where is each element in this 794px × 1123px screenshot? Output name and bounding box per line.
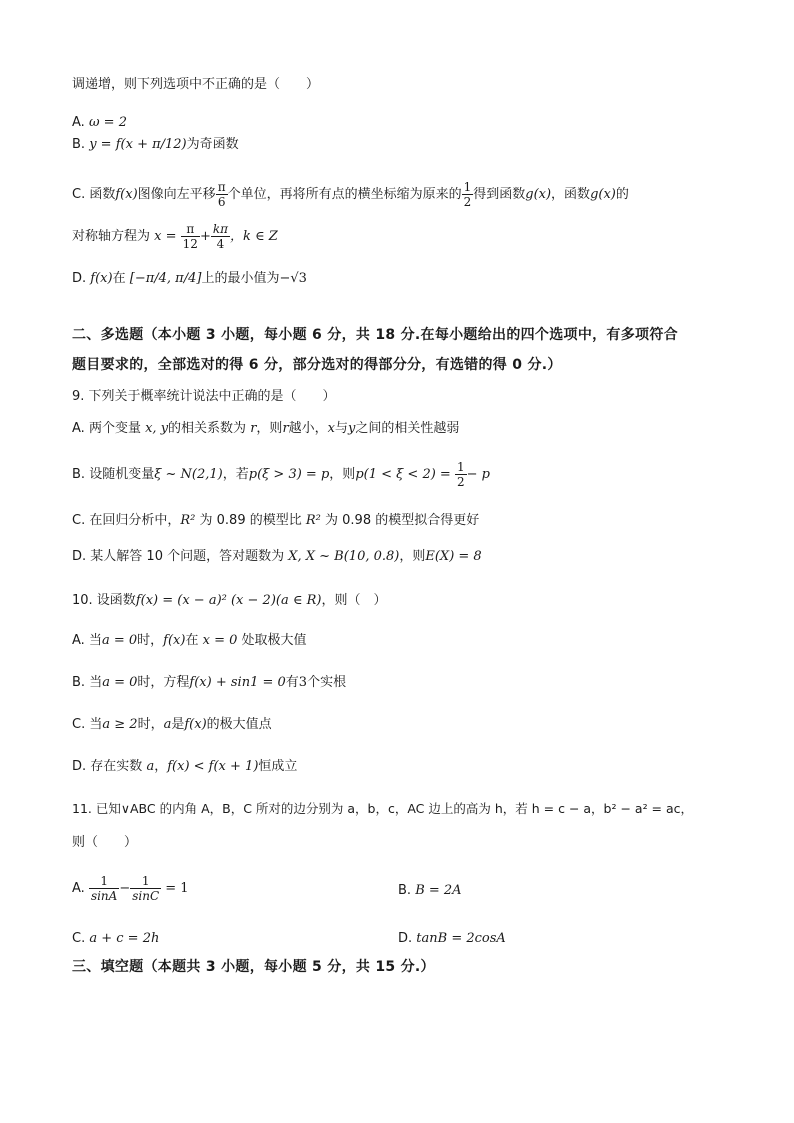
fraction-1-over-sinA (89, 874, 119, 903)
option-label: D. (72, 549, 87, 564)
fraction-num: π (181, 222, 200, 237)
option-math: − (119, 881, 131, 896)
fraction-1-over-sinC (130, 874, 161, 903)
option-text: 为 0.89 的模型比 (199, 513, 302, 528)
option-math: r (250, 421, 257, 436)
option-math: a + c = 2h (89, 931, 160, 946)
option-math: f(x) + sin1 = 0 (189, 675, 286, 690)
option-math: ξ ~ N(2,1) (154, 467, 223, 482)
option-math: X, X ~ B(10, 0.8) (288, 549, 400, 564)
q11-option-b (398, 882, 462, 900)
option-text: 个单位，再将所有点的横坐标缩为原来的 (227, 187, 462, 202)
q8-option-c-axis (72, 222, 278, 251)
option-math: x = 0 (202, 633, 238, 648)
q9-option-b (72, 460, 490, 489)
option-label: D. (398, 931, 413, 946)
fraction-num: π (217, 180, 226, 194)
fraction-pi-over-12 (181, 222, 200, 251)
stem-text: 10. 设函数 (72, 593, 136, 608)
section-2-heading: 二、多选题（本小题 3 小题，每小题 6 分，共 18 分.在每小题给出的四个选项中，有多项符合 (72, 327, 678, 343)
option-math: x = (154, 229, 177, 244)
option-math-arg: (x + π/12) (120, 137, 187, 152)
q9-option-c (72, 512, 479, 530)
fraction-num: kπ (212, 222, 229, 236)
section-2-heading-cont: 题目要求的，全部选对的得 6 分，部分选对的得部分分，有选错的得 0 分.） (72, 357, 562, 373)
option-math: E(X) = 8 (425, 549, 482, 564)
option-text: ，则 (399, 549, 426, 564)
q8-option-c (72, 180, 629, 209)
option-text: 当 (88, 633, 102, 648)
option-text: 的相关系数为 (168, 421, 247, 436)
option-math: R² (180, 513, 196, 528)
fraction-den: 2 (463, 195, 472, 209)
option-text: 两个变量 (88, 421, 141, 436)
option-text: 得到函数 (473, 187, 526, 202)
fraction-num: 1 (463, 180, 472, 194)
option-math: a = 0 (101, 633, 138, 648)
option-text: 恒成立 (258, 759, 298, 774)
option-label: A. (72, 881, 85, 896)
question-8-stem-tail: 调递增，则下列选项中不正确的是（ ） (72, 77, 320, 92)
option-text: ，若 (222, 467, 249, 482)
option-math: f(x) (90, 271, 113, 286)
option-math-interval: [−π/4, π/4] (129, 271, 202, 286)
option-math: a = 0 (102, 675, 138, 690)
option-label: A. (72, 421, 85, 436)
option-text: 越小， (288, 421, 328, 436)
section-3-heading: 三、填空题（本题共 3 小题，每小题 5 分，共 15 分.） (72, 959, 435, 975)
q9-option-d (72, 548, 482, 566)
option-text: 时，方程 (137, 675, 190, 690)
option-text: ， (154, 759, 168, 774)
stem-math: f(x) = (x − a)² (x − 2)(a ∈ R) (135, 593, 322, 608)
q10-option-d (72, 758, 297, 776)
option-text: 为奇函数 (186, 137, 239, 152)
option-text: ，则 (329, 467, 356, 482)
fraction-den: sinA (90, 889, 118, 903)
option-label: C. (72, 187, 86, 202)
option-text: 设随机变量 (89, 467, 155, 482)
option-math: R² (305, 513, 321, 528)
option-text: 图像向左平移 (137, 187, 216, 202)
option-text: 存在实数 (90, 759, 143, 774)
option-label: C. (72, 717, 86, 732)
option-text: 的极大值点 (206, 717, 272, 732)
option-math: tanB = 2cosA (416, 931, 506, 946)
option-text: 上的最小值为 (201, 271, 280, 286)
fraction-num: 1 (89, 874, 119, 889)
q8-option-a (72, 114, 127, 132)
q11-option-c (72, 930, 159, 948)
option-math: f(x) (115, 187, 138, 202)
option-text: 对称轴方程为 (72, 229, 151, 244)
option-math: −√3 (279, 271, 307, 286)
option-math: B = 2A (415, 883, 462, 898)
option-text: 在回归分析中， (89, 513, 181, 528)
fraction-den: 12 (182, 237, 198, 251)
option-text: 某人解答 10 个问题，答对题数为 (90, 549, 285, 564)
option-label: B. (398, 883, 412, 898)
option-text: ，函数 (551, 187, 591, 202)
fraction-num: 1 (130, 874, 161, 889)
q10-option-a (72, 632, 307, 650)
option-label: B. (72, 675, 86, 690)
option-label: B. (72, 137, 86, 152)
q11-stem: 11. 已知∨ABC 的内角 A，B，C 所对的边分别为 a，b，c，AC 边上的高为 h，若 h = c − a，b² − a² = ac， (72, 801, 694, 816)
option-text: 在 (185, 633, 199, 648)
q10-option-b (72, 674, 346, 692)
option-math: a (146, 759, 155, 774)
option-math: x, y (145, 421, 169, 436)
option-label: C. (72, 931, 86, 946)
option-math: + (199, 229, 211, 244)
option-math: y (348, 421, 356, 436)
fraction-one-half (462, 180, 474, 209)
option-math: g(x) (525, 187, 552, 202)
option-text: 当 (89, 675, 103, 690)
option-text: ，则 (256, 421, 283, 436)
option-math: p(ξ > 3) = p (248, 467, 330, 482)
q11-option-d (398, 930, 506, 948)
q9-option-a (72, 420, 459, 438)
option-label: B. (72, 467, 86, 482)
fraction-kpi-over-4 (211, 222, 230, 251)
q10-option-c (72, 716, 272, 734)
option-math: f(x) (163, 633, 186, 648)
option-math: f(x) (184, 717, 207, 732)
q9-stem: 9. 下列关于概率统计说法中正确的是（ ） (72, 389, 336, 404)
option-math: 3 (298, 675, 308, 690)
option-math: r (282, 421, 289, 436)
option-text: 是 (171, 717, 185, 732)
q10-stem (72, 592, 386, 610)
stem-text: ，则（ ） (321, 593, 387, 608)
fraction-one-half (455, 460, 467, 489)
q8-option-b (72, 136, 239, 154)
option-math: g(x) (590, 187, 616, 202)
option-text: 与 (335, 421, 349, 436)
option-math: a (163, 717, 172, 732)
fraction-den: 4 (216, 237, 225, 251)
option-label: C. (72, 513, 86, 528)
option-text: 处取极大值 (241, 633, 307, 648)
option-label: D. (72, 759, 87, 774)
option-text: 时， (137, 717, 164, 732)
option-text: 时， (137, 633, 164, 648)
option-text: 当 (89, 717, 103, 732)
option-math: − p (466, 467, 490, 482)
fraction-num: 1 (456, 460, 465, 474)
option-math: x (327, 421, 336, 436)
option-text: 为 0.98 的模型拟合得更好 (325, 513, 480, 528)
option-text: 有 (285, 675, 299, 690)
option-text: 的 (615, 187, 629, 202)
option-math: ，k ∈ Z (230, 229, 278, 244)
fraction-den: sinC (132, 889, 160, 903)
option-label: A. (72, 115, 85, 130)
option-label: A. (72, 633, 85, 648)
fraction-den: 2 (456, 475, 465, 489)
option-math: y = f (89, 137, 121, 152)
option-text: 在 (112, 271, 126, 286)
fraction-pi-over-6 (216, 180, 228, 209)
option-math: f(x) < f(x + 1) (167, 759, 259, 774)
q8-option-d (72, 270, 307, 288)
option-text: 之间的相关性越弱 (355, 421, 460, 436)
option-math: = 1 (165, 881, 189, 896)
option-text: 个实根 (307, 675, 347, 690)
option-math: a ≥ 2 (102, 717, 138, 732)
q11-stem-cont: 则（ ） (72, 835, 138, 850)
q11-option-a (72, 874, 189, 903)
fraction-den: 6 (217, 195, 226, 209)
option-label: D. (72, 271, 87, 286)
option-text: 函数 (89, 187, 116, 202)
option-math: p(1 < ξ < 2) = (355, 467, 451, 482)
option-math: ω = 2 (88, 115, 127, 130)
